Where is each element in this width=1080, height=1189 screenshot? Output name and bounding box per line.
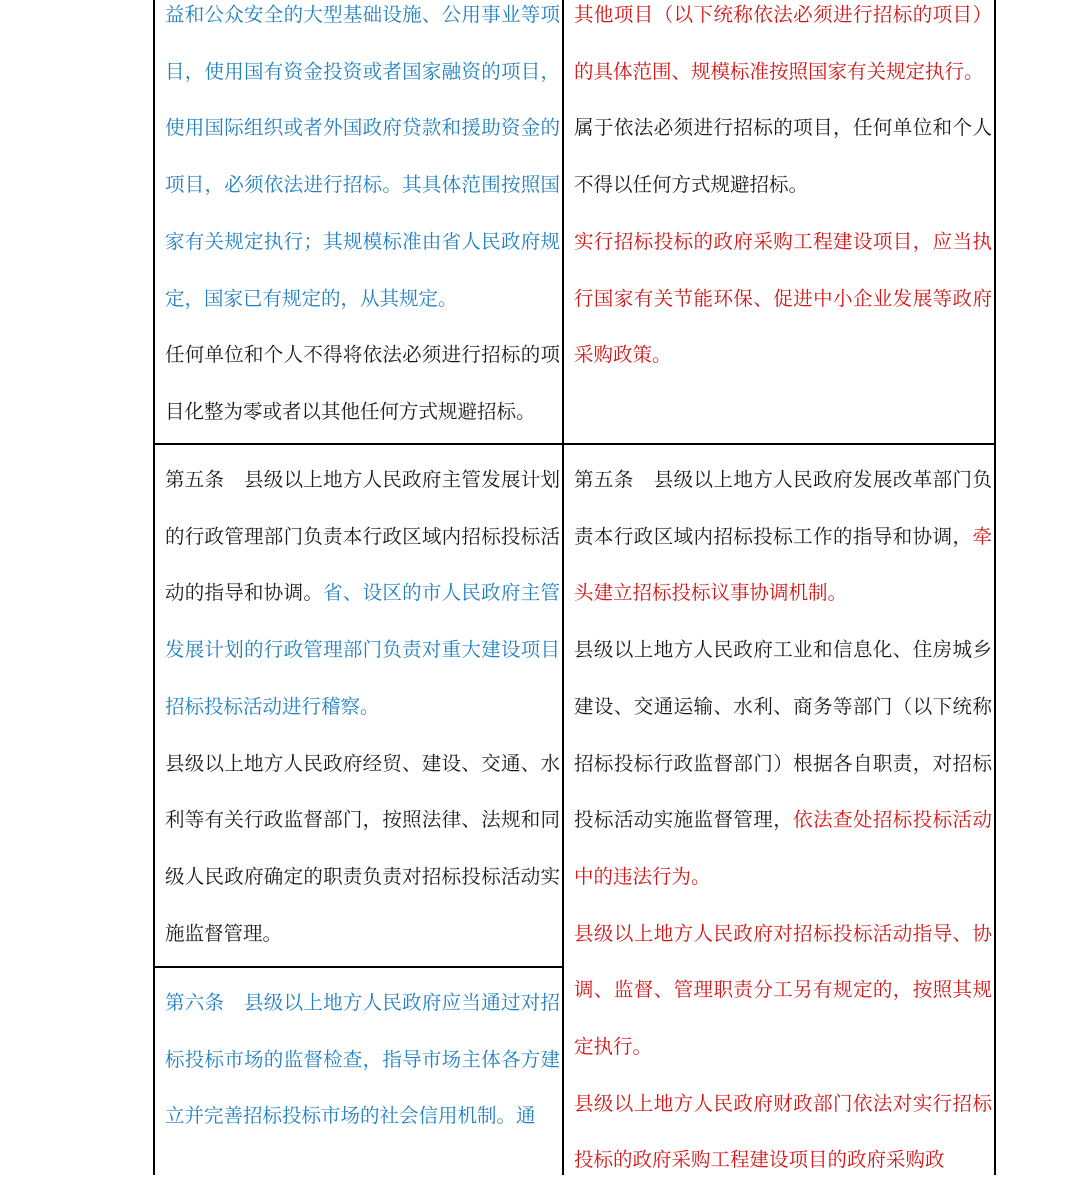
left-article-5-blue-text: 省、设区的市人民政府主管发展计划的行政管理部门负责对重大建设项目招标投标活动进行稽察。 [165,581,560,718]
left-article-4-blue-text: 益和公众安全的大型基础设施、公用事业等项目，使用国有资金投资或者国家融资的项目，使用国际组织或者外国政府贷款和援助资金的项目，必须依法进行招标。其具体范围按照国家有关规定执行；其规模标准由省人民政府规定，国家已有规定的，从其规定。 [165,3,560,310]
left-cell-article-5 [155,452,560,962]
left-cell-article-6 [155,975,560,1145]
right-article-5-para-3: 县级以上地方人民政府对招标投标活动指导、协调、监督、管理职责分工另有规定的，按照其规定执行。 [574,921,992,1059]
right-article-4-red-text: 其他项目（以下统称依法必须进行招标的项目）的具体范围、规模标准按照国家有关规定执行。 [574,3,992,83]
right-cell-article-5 [564,452,992,1189]
right-article-5-para-4: 县级以上地方人民政府财政部门依法对实行招标投标的政府采购工程建设项目的政府采购政 [574,1091,992,1172]
right-article-5-para-2 [574,622,992,906]
table-right-border [994,0,996,1175]
right-article-5-red-text: 牵头建立招标投标议事协调机制。 [574,524,992,605]
left-article-5-para-2: 县级以上地方人民政府经贸、建设、交通、水利等有关行政监督部门，按照法律、法规和同级人民政府确定的职责负责对招标投标活动实施监督管理。 [165,751,560,945]
right-article-5-para-1 [574,452,992,622]
left-cell-divider [153,966,564,968]
right-article-5-black-text: 第五条 县级以上地方人民政府发展改革部门负责本行政区域内招标投标工作的指导和协调， [574,468,992,548]
row-divider [153,443,996,445]
left-cell-article-4 [155,0,560,441]
left-article-6-text: 第六条 县级以上地方人民政府应当通过对招标投标市场的监督检查，指导市场主体各方建立并完善招标投标市场的社会信用机制。通 [165,991,560,1128]
right-article-4-black-text: 属于依法必须进行招标的项目，任何单位和个人不得以任何方式规避招标。 [574,116,992,197]
right-article-4-procurement-text: 实行招标投标的政府采购工程建设项目，应当执行国家有关节能环保、促进中小企业发展等政府采购政策。 [574,229,992,367]
left-article-5-para-1 [165,452,560,736]
right-cell-article-4 [564,0,992,384]
left-article-4-black-text: 任何单位和个人不得将依法必须进行招标的项目化整为零或者以其他任何方式规避招标。 [165,343,560,423]
right-article-5-para-2-black: 县级以上地方人民政府工业和信息化、住房城乡建设、交通运输、水利、商务等部门（以下统称招标投标行政监督部门）根据各自职责，对招标投标活动实施监督管理， [574,638,992,832]
left-article-5-black-text: 第五条 县级以上地方人民政府主管发展计划的行政管理部门负责本行政区域内招标投标活动的指导和协调。 [165,468,560,605]
right-article-5-para-2-red: 依法查处招标投标活动中的违法行为。 [574,808,992,888]
